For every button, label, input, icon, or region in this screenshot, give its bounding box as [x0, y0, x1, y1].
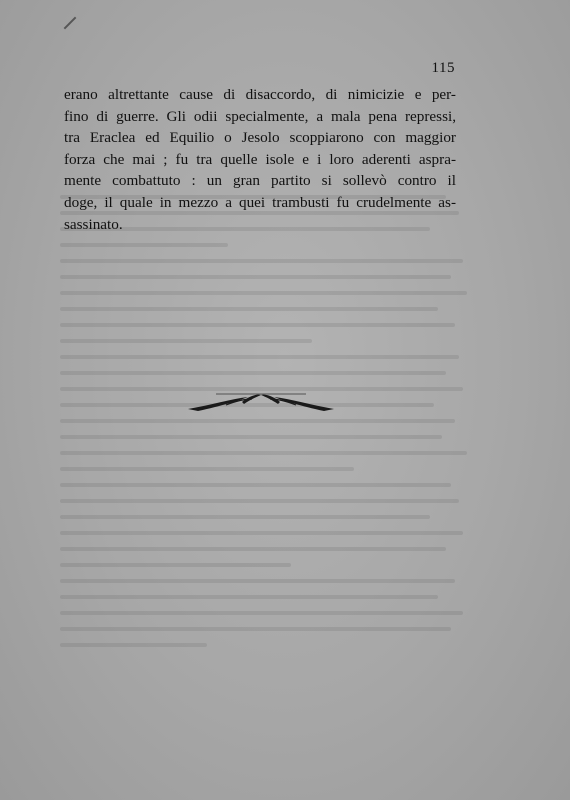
bleed-through-texture — [60, 195, 480, 715]
text-line: erano altrettante cause di disaccordo, di nimicizie e per- — [64, 86, 456, 103]
text-line: fino di guerre. Gli odii specialmente, a mala pena repressi, — [64, 107, 456, 125]
tailpiece-ornament-icon — [186, 389, 336, 415]
text-line: tra Eraclea ed Equilio o Jesolo scoppiarono con maggior — [64, 129, 456, 147]
page-number: 115 — [431, 60, 455, 76]
text-line: mente combattuto : un gran partito si sollevò contro il — [64, 172, 456, 190]
body-paragraph — [64, 84, 456, 235]
text-line: sassinato. — [64, 215, 123, 233]
text-line: forza che mai ; fu tra quelle isole e i loro aderenti aspra- — [64, 150, 456, 168]
pencil-mark — [64, 17, 77, 30]
text-line: doge, il quale in mezzo a quei trambusti fu crudelmente as- — [64, 193, 456, 211]
